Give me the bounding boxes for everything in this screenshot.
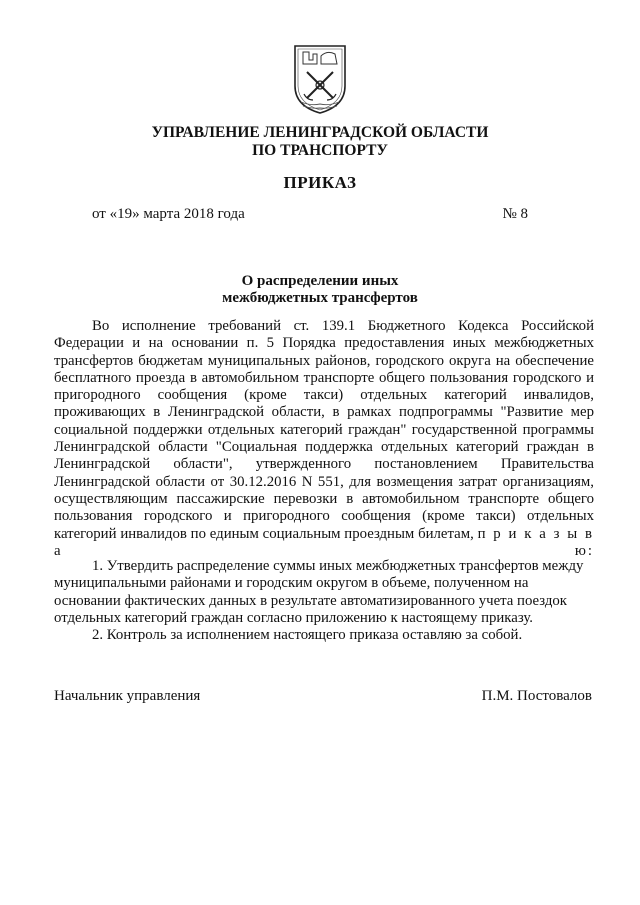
preamble-line: Ленинградской области "Социальная поддержка отдельных категорий граждан в — [54, 439, 594, 456]
item2: 2. Контроль за исполнением настоящего приказа оставляю за собой. — [92, 627, 523, 644]
preamble-line: Федерации и на основании п. 5 Порядка предоставления иных межбюджетных — [54, 335, 594, 352]
organization-title-line1: УПРАВЛЕНИЕ ЛЕНИНГРАДСКОЙ ОБЛАСТИ — [151, 124, 489, 141]
subject-line2: межбюджетных трансфертов — [222, 290, 418, 306]
order-number: № 8 — [502, 206, 528, 222]
preamble-line: Ленинградской области", утвержденного постановлением Правительства — [54, 456, 594, 473]
preamble-last-line — [54, 526, 594, 561]
preamble-line: Во исполнение требований ст. 139.1 Бюджетного Кодекса Российской — [92, 318, 594, 334]
signatory-name: П.М. Постовалов — [481, 688, 592, 704]
preamble-line: осуществляющим пассажирские перевозки в автомобильном транспорте общего — [54, 490, 594, 507]
preamble — [54, 318, 594, 560]
item1-line: муниципальными районами и городским округом в объеме, полученном на — [54, 575, 529, 592]
order-word: п р и к а з ы в а ю: — [54, 525, 594, 559]
organization-title-line2: ПО ТРАНСПОРТУ — [252, 142, 388, 159]
preamble-line: трансфертов бюджетам муниципальных районов, городского округа на обеспечение — [54, 352, 594, 369]
item1-last-line: отдельных категорий граждан согласно приложению к настоящему приказу. — [54, 609, 533, 626]
preamble-line: проживающих в Ленинградской области, в рамках подпрограммы "Развитие мер — [54, 404, 594, 421]
preamble-line: социальной поддержки отдельных категорий граждан" государственной программы — [54, 421, 594, 438]
preamble-line: пользования городского и пригородного сообщения (кроме такси) отдельных — [54, 508, 594, 525]
preamble-line: Ленинградской области от 30.12.2016 N 551, для возмещения затрат организациям, — [54, 473, 594, 490]
preamble-line: бесплатного проезда в автомобильном транспорте общего пользования городского и — [54, 369, 594, 386]
item1-line: 1. Утвердить распределение суммы иных межбюджетных трансфертов между — [92, 558, 584, 574]
preamble-last-text: категорий инвалидов по единым социальным проездным билетам, — [54, 525, 478, 542]
order-items — [54, 558, 594, 644]
signatory-position: Начальник управления — [54, 688, 201, 704]
document-type: ПРИКАЗ — [283, 173, 357, 192]
preamble-line: пригородного сообщения (кроме такси) отдельных категорий инвалидов, — [54, 387, 594, 404]
item1-line: основании фактических данных в результате автоматизированного учета поездок — [54, 592, 567, 609]
order-subject — [60, 273, 580, 307]
organization-title — [60, 124, 580, 160]
subject-line1: О распределении иных — [241, 273, 399, 289]
order-date: от «19» марта 2018 года — [92, 206, 245, 222]
coat-of-arms-icon — [291, 42, 349, 116]
